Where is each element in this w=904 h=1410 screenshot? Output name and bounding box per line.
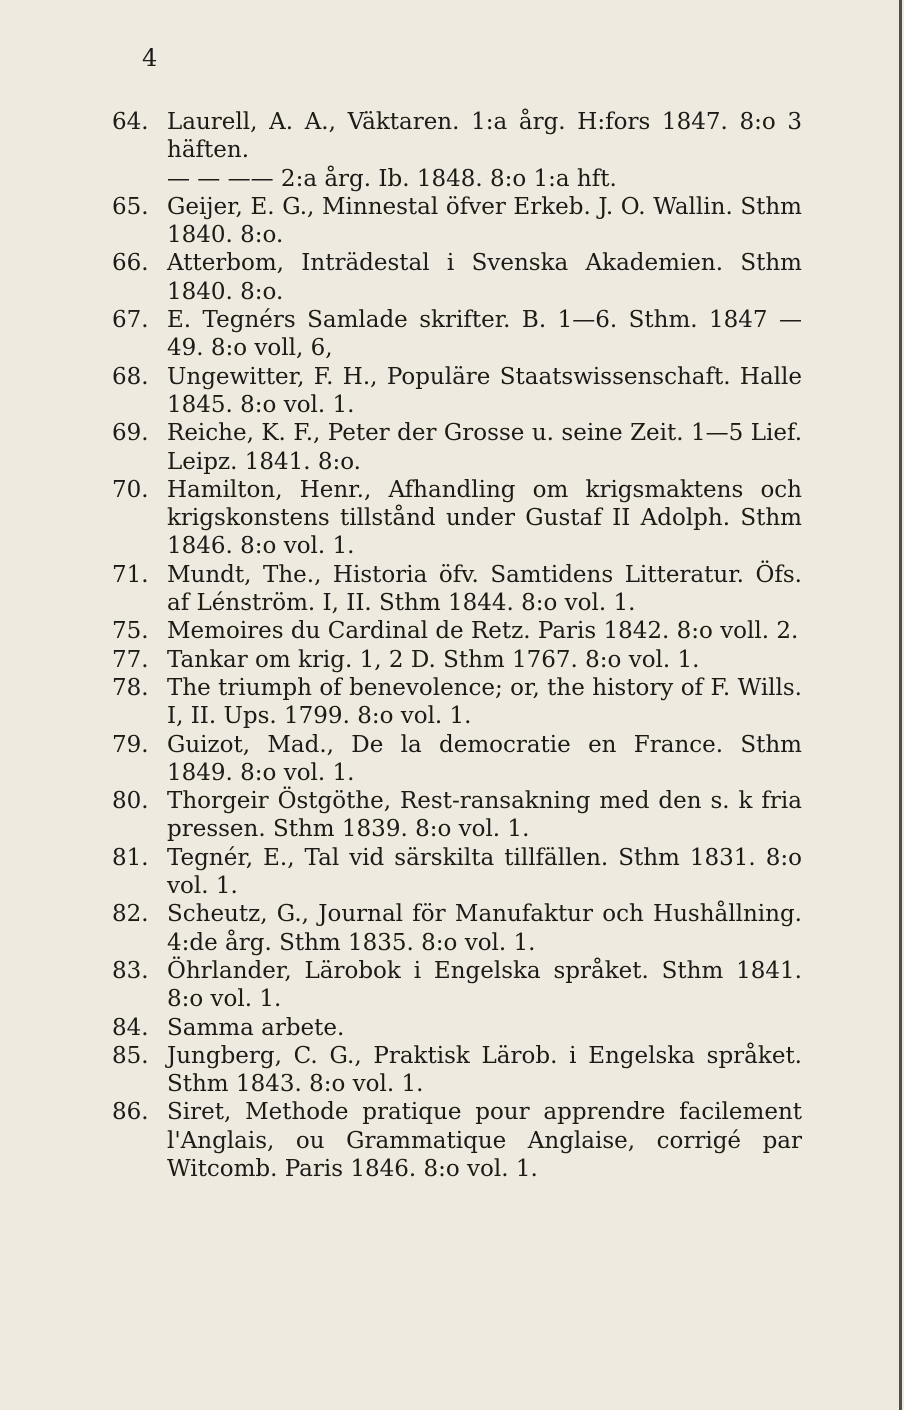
catalog-entry [112, 674, 802, 731]
entry-number: 83. [112, 957, 149, 984]
entry-number: 71. [112, 561, 149, 588]
catalog-entry [112, 476, 802, 561]
entry-number: 64. [112, 109, 149, 135]
page-number: 4 [142, 44, 158, 72]
entry-text: Mundt, The., Historia öfv. Samtidens Litteratur. Öfs. af Lénström. I, II. Sthm 1844. 8:o vol. 1. [167, 561, 802, 617]
catalog-entry [112, 561, 802, 618]
entry-text: Samma arbete. [167, 1014, 345, 1041]
entry-number: 68. [112, 363, 149, 390]
entry-number: 67. [112, 307, 149, 334]
entry-text: Hamilton, Henr., Afhandling om krigsmaktens och krigskonstens tillstånd under Gustaf II Adolph. Sthm 1846. 8:o vol. 1. [167, 476, 802, 560]
entry-number: 84. [112, 1014, 149, 1041]
entry-number: 81. [112, 844, 149, 871]
entry-text: Öhrlander, Lärobok i Engelska språket. Sthm 1841. 8:o vol. 1. [167, 957, 802, 1013]
entry-number: 86. [112, 1099, 149, 1126]
catalog-entry [112, 306, 802, 363]
entry-text: Atterbom, Inträdestal i Svenska Akademien. Sthm 1840. 8:o. [167, 250, 802, 305]
entry-text: Thorgeir Östgöthe, Rest-ransakning med den s. k fria pressen. Sthm 1839. 8:o vol. 1. [167, 788, 802, 843]
catalog-entry [112, 363, 802, 420]
entry-number: 75. [112, 618, 149, 645]
entry-number: 69. [112, 420, 149, 447]
entry-text: Tegnér, E., Tal vid särskilta tillfällen. Sthm 1831. 8:o vol. 1. [167, 844, 802, 900]
entry-text: Geijer, E. G., Minnestal öfver Erkeb. J. O. Wallin. Sthm 1840. 8:o. [167, 193, 802, 249]
entry-text: E. Tegnérs Samlade skrifter. B. 1—6. Sthm. 1847 —49. 8:o voll, 6, [167, 307, 802, 362]
entry-number: 78. [112, 674, 149, 701]
entry-number: 70. [112, 476, 149, 503]
catalog-entry [112, 900, 802, 957]
entry-text: The triumph of benevolence; or, the history of F. Wills. I, II. Ups. 1799. 8:o vol. 1. [167, 674, 802, 730]
entry-number: 77. [112, 646, 149, 673]
catalog-entry [112, 617, 802, 645]
page-edge-shadow [899, 0, 902, 1410]
entry-text: Scheutz, G., Journal för Manufaktur och Hushållning. 4:de årg. Sthm 1835. 8:o vol. 1. [167, 901, 802, 956]
catalog-entry [112, 1098, 802, 1183]
catalog-entry [112, 957, 802, 1014]
entry-text: Siret, Methode pratique pour apprendre facilement l'Anglais, ou Grammatique Anglaise, corrigé par Witcomb. Paris 1846. 8:o vol. 1. [167, 1099, 802, 1182]
entry-text: Memoires du Cardinal de Retz. Paris 1842. 8:o voll. 2. [167, 618, 799, 645]
entry-text: Laurell, A. A., Väktaren. 1:a årg. H:fors 1847. 8:o 3 häften. [167, 109, 802, 164]
entry-number: 79. [112, 731, 149, 758]
entry-text: Reiche, K. F., Peter der Grosse u. seine Zeit. 1—5 Lief. Leipz. 1841. 8:o. [167, 420, 802, 475]
catalog-entry [112, 646, 802, 674]
catalog-entry [112, 165, 802, 193]
catalog-entry [112, 787, 802, 844]
entry-text: — — —— 2:a årg. Ib. 1848. 8:o 1:a hft. [167, 165, 617, 192]
entry-number: 66. [112, 250, 149, 277]
catalog-list [112, 108, 802, 1183]
entry-text: Jungberg, C. G., Praktisk Lärob. i Engelska språket. Sthm 1843. 8:o vol. 1. [167, 1042, 802, 1098]
catalog-entry [112, 844, 802, 901]
entry-number: 65. [112, 193, 149, 220]
entry-text: Guizot, Mad., De la democratie en France. Sthm 1849. 8:o vol. 1. [167, 731, 802, 786]
entry-number: 85. [112, 1042, 149, 1069]
catalog-entry [112, 1014, 802, 1042]
catalog-entry [112, 419, 802, 476]
catalog-entry [112, 1042, 802, 1099]
entry-text: Tankar om krig. 1, 2 D. Sthm 1767. 8:o vol. 1. [167, 646, 700, 673]
entry-text: Ungewitter, F. H., Populäre Staatswissenschaft. Halle 1845. 8:o vol. 1. [167, 363, 802, 418]
catalog-entry [112, 731, 802, 788]
catalog-entry [112, 193, 802, 250]
catalog-entry [112, 108, 802, 165]
entry-number: 82. [112, 901, 149, 928]
catalog-entry [112, 249, 802, 306]
entry-number: 80. [112, 788, 149, 815]
